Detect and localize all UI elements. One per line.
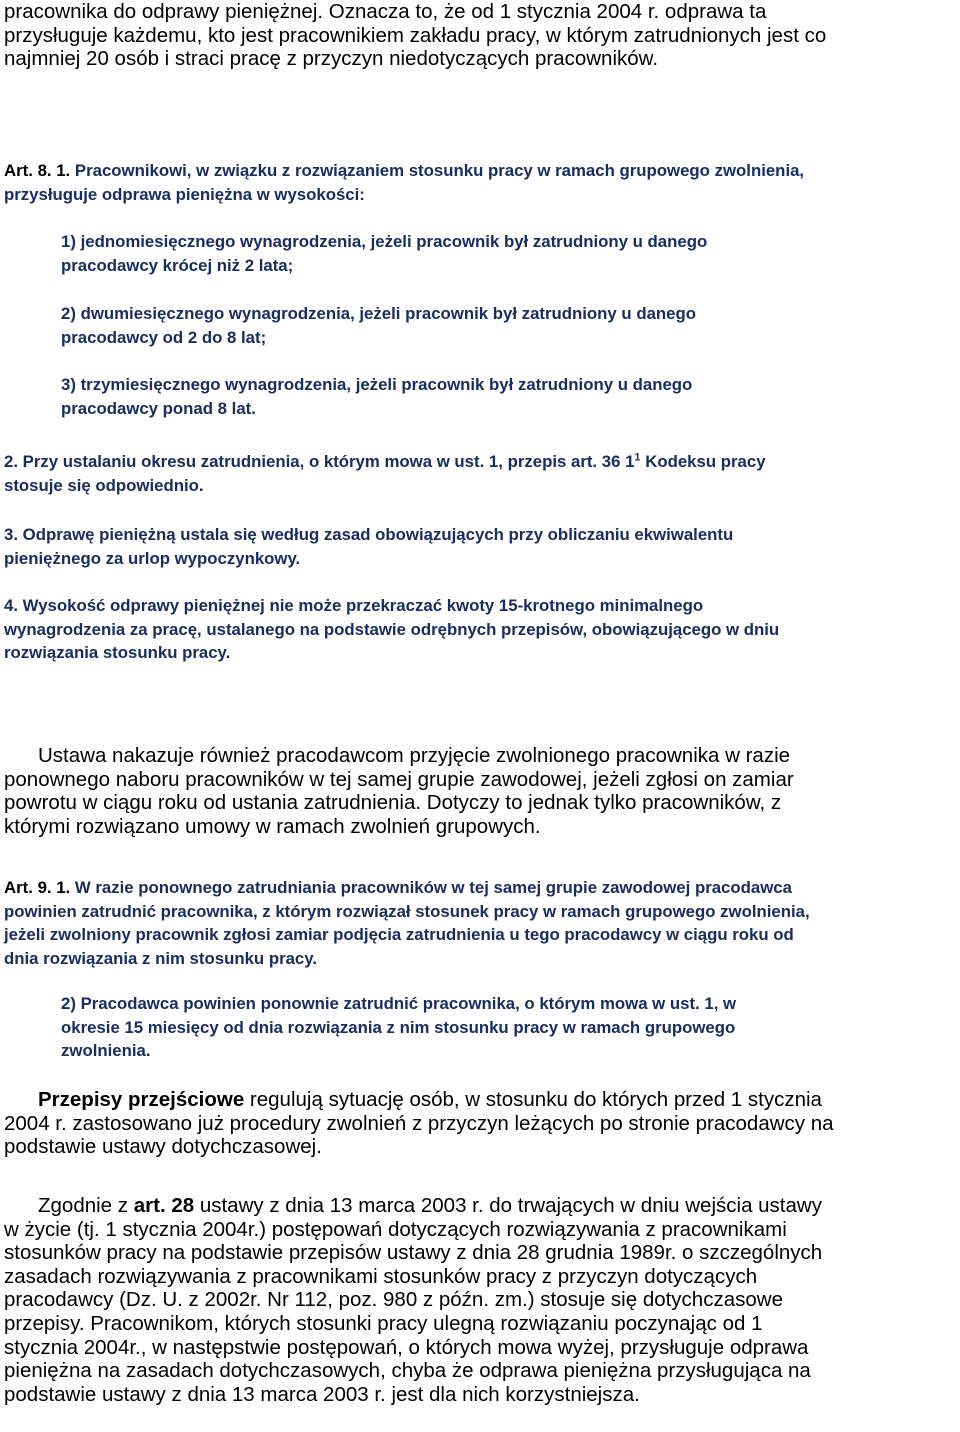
art9-heading: Art. 9. 1. — [4, 878, 71, 897]
art8-heading: Art. 8. 1. — [4, 161, 71, 180]
text-line: w życie (tj. 1 stycznia 2004r.) postępowań dotyczących rozwiązywania z pracownikami — [4, 1217, 787, 1241]
bold-phrase: art. 28 — [133, 1194, 195, 1217]
text-line: 2) dwumiesięcznego wynagrodzenia, jeżeli pracownik był zatrudniony u danego — [61, 304, 697, 323]
text-line: W razie ponownego zatrudniania pracowników w tej samej grupie zawodowej pracodawca — [70, 878, 792, 897]
text-line: powrotu w ciągu roku od ustania zatrudnienia. Dotyczy to jednak tylko pracowników, z — [4, 791, 782, 815]
text-line: zasadach rozwiązywania z pracownikami stosunków pracy z przyczyn dotyczących — [4, 1264, 758, 1288]
text-line: ustawy z dnia 13 marca 2003 r. do trwających w dniu wejścia ustawy — [194, 1194, 822, 1217]
art8-point-2 — [61, 302, 696, 349]
text-line: stycznia 2004r., w następstwie postępowań, o których mowa wyżej, przysługuje odprawa — [4, 1335, 809, 1359]
text-line: podstawie ustawy dotychczasowej. — [4, 1135, 322, 1159]
text-line: 2) Pracodawca powinien ponownie zatrudnić pracownika, o którym mowa w ust. 1, w — [61, 994, 737, 1013]
art8-point-3 — [61, 373, 692, 420]
text-line: Kodeksu pracy — [640, 452, 766, 471]
text-line: przepisy. Pracownikom, których stosunki pracy ulegną rozwiązaniu poczynając od 1 — [4, 1311, 763, 1335]
text-line: ponownego naboru pracowników w tej samej grupie zawodowej, jeżeli zgłosi on zamiar — [4, 767, 794, 791]
text-line: pracodawcy ponad 8 lat. — [61, 398, 256, 418]
text-line: dnia rozwiązania z nim stosunku pracy. — [4, 948, 318, 968]
text-line: stosuje się odpowiednio. — [4, 475, 204, 495]
intro-paragraph — [4, 0, 826, 71]
art8-point-1 — [61, 230, 707, 277]
text-line: okresie 15 miesięcy od dnia rozwiązania z nim stosunku pracy w ramach grupowego — [61, 1017, 736, 1037]
text-line: 3) trzymiesięcznego wynagrodzenia, jeżeli pracownik był zatrudniony u danego — [61, 375, 693, 394]
text-line: regulują sytuację osób, w stosunku do których przed 1 stycznia — [244, 1088, 822, 1111]
text-line: pieniężna na zasadach dotychczasowych, chyba że odprawa pieniężna przysługująca na — [4, 1359, 811, 1383]
bold-phrase: Przepisy przejściowe — [38, 1088, 245, 1111]
text-line: Pracownikowi, w związku z rozwiązaniem stosunku pracy w ramach grupowego zwolnienia, — [70, 161, 805, 180]
text-line: 2004 r. zastosowano już procedury zwolnień z przyczyn leżących po stronie pracodawcy na — [4, 1111, 834, 1135]
text-line: 4. Wysokość odprawy pieniężnej nie może przekraczać kwoty 15-krotnego minimalnego — [4, 596, 704, 615]
art8-ust-3 — [4, 523, 733, 570]
text-line: wynagrodzenia za pracę, ustalanego na podstawie odrębnych przepisów, obowiązującego w dniu — [4, 619, 780, 639]
text-line: przysługuje każdemu, kto jest pracownikiem zakładu pracy, w którym zatrudnionych jest co — [4, 23, 827, 47]
zgodnie-paragraph — [4, 1194, 822, 1406]
text-line: pracownika do odprawy pieniężnej. Oznacza to, że od 1 stycznia 2004 r. odprawa ta — [4, 0, 767, 23]
text-line: którymi rozwiązano umowy w ramach zwolnień grupowych. — [4, 814, 541, 838]
text-line: Ustawa nakazuje również pracodawcom przyjęcie zwolnionego pracownika w razie — [38, 744, 791, 767]
text-line: powinien zatrudnić pracownika, z którym rozwiązał stosunek pracy w ramach grupowego zwolnienia, — [4, 901, 810, 921]
przepisy-paragraph — [4, 1088, 834, 1159]
art9-ust-1 — [4, 876, 810, 970]
text-line: pracodawcy krócej niż 2 lata; — [61, 255, 294, 275]
text-line: jeżeli zwolniony pracownik zgłosi zamiar podjęcia zatrudnienia u tego pracodawcy w ciągu roku od — [4, 925, 794, 944]
art8-intro — [4, 159, 804, 206]
art8-ust-2 — [4, 450, 766, 497]
text-line: stosunków pracy na podstawie przepisów ustawy z dnia 28 grudnia 1989r. o szczególnych — [4, 1241, 823, 1265]
text-line: najmniej 20 osób i straci pracę z przyczyn niedotyczących pracowników. — [4, 47, 659, 71]
text-line: pieniężnego za urlop wypoczynkowy. — [4, 548, 301, 568]
ustawa-paragraph — [4, 744, 794, 838]
text-line: pracodawcy od 2 do 8 lat; — [61, 327, 267, 347]
text-line: Zgodnie z — [38, 1194, 134, 1217]
text-line: 2. Przy ustalaniu okresu zatrudnienia, o którym mowa w ust. 1, przepis art. 36 1 — [4, 452, 635, 471]
text-line: podstawie ustawy z dnia 13 marca 2003 r. jest dla nich korzystniejsza. — [4, 1382, 640, 1406]
text-line: przysługuje odprawa pieniężna w wysokości: — [4, 184, 365, 204]
art8-ust-4 — [4, 594, 779, 665]
text-line: 3. Odprawę pieniężną ustala się według zasad obowiązujących przy obliczaniu ekwiwalentu — [4, 525, 734, 544]
superscript: 1 — [634, 451, 641, 464]
art9-ust-2 — [61, 992, 736, 1063]
text-line: 1) jednomiesięcznego wynagrodzenia, jeżeli pracownik był zatrudniony u danego — [61, 232, 708, 251]
text-line: pracodawcy (Dz. U. z 2002r. Nr 112, poz. 980 z późn. zm.) stosuje się dotychczasowe — [4, 1288, 783, 1312]
text-line: rozwiązania stosunku pracy. — [4, 643, 231, 662]
text-line: zwolnienia. — [61, 1041, 151, 1060]
